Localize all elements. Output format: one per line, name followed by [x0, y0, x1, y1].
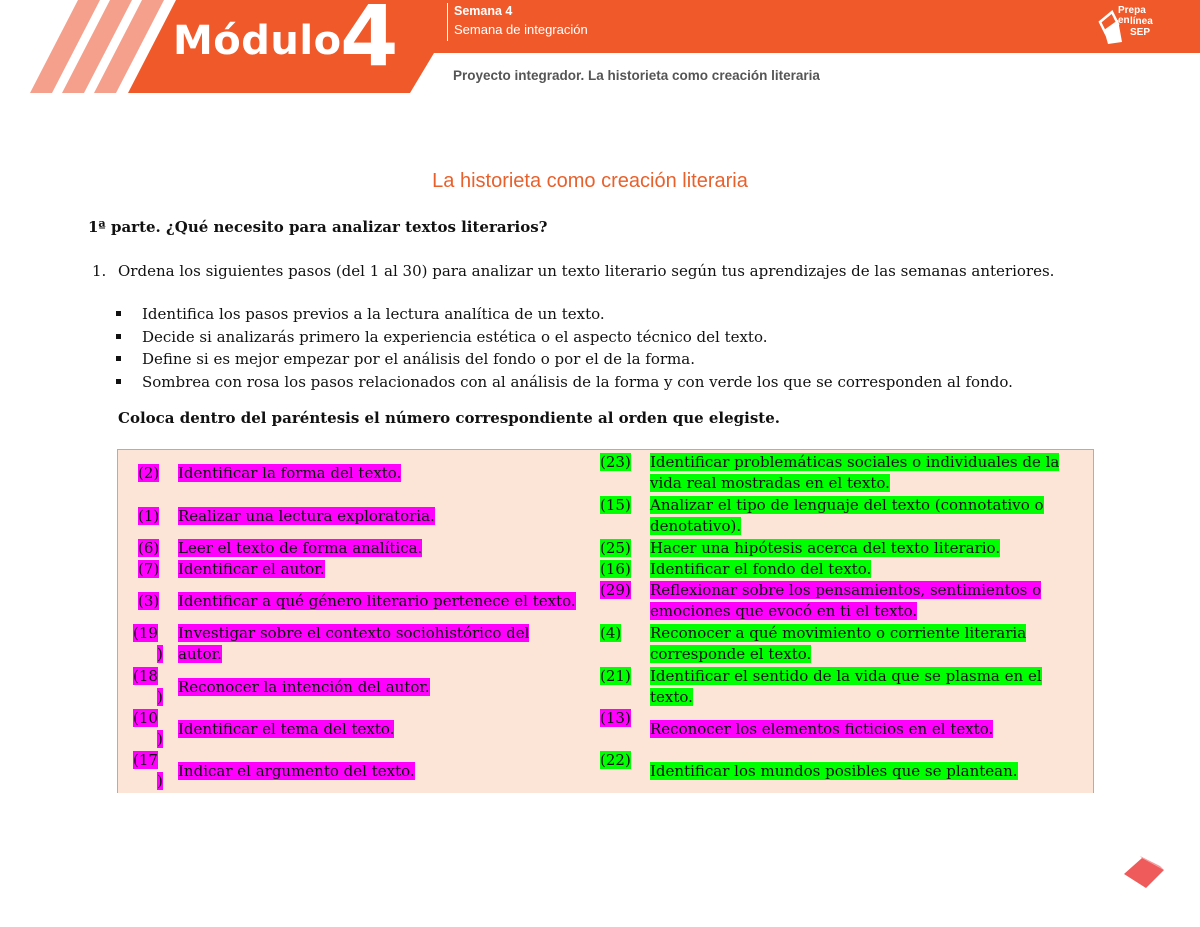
project-title: Proyecto integrador. La historieta como creación literaria: [453, 68, 820, 83]
step-number: (21): [600, 667, 631, 685]
step-text: Realizar una lectura exploratoria.: [178, 507, 435, 525]
step-number: (16): [600, 560, 631, 578]
step-text: Reflexionar sobre los pensamientos, sentimientos o emociones que evocó en ti el texto.: [650, 581, 1042, 620]
step-number: (7): [138, 560, 160, 578]
order-instruction: Coloca dentro del paréntesis el número correspondiente al orden que elegiste.: [118, 409, 780, 427]
instruction-number: 1.: [92, 262, 107, 280]
week-label: Semana 4: [454, 4, 513, 18]
step-number: (18 ): [133, 667, 163, 706]
step-text: Analizar el tipo de lenguaje del texto (connotativo o denotativo).: [650, 496, 1044, 535]
bullet-item: [116, 348, 1013, 371]
step-number: (4): [600, 624, 622, 642]
step-number: (1): [138, 507, 160, 525]
step-number: (10 ): [133, 709, 163, 748]
step-text: Reconocer la intención del autor.: [178, 678, 430, 696]
step-text: Identificar el tema del texto.: [178, 720, 395, 738]
module-number: 4: [340, 0, 399, 85]
decorative-diamond-icon: [1122, 856, 1166, 890]
bullet-item: [116, 371, 1013, 394]
instruction-text: Ordena los siguientes pasos (del 1 al 30) para analizar un texto literario según tus aprendizajes de las semanas anteriores.: [118, 262, 1055, 280]
step-number: (17 ): [133, 751, 163, 790]
step-text: Identificar problemáticas sociales o individuales de la vida real mostradas en el texto.: [650, 453, 1060, 492]
step-text: Identificar los mundos posibles que se plantean.: [650, 762, 1018, 780]
bullet-text: Decide si analizarás primero la experiencia estética o el aspecto técnico del texto.: [142, 327, 768, 346]
step-number: (22): [600, 751, 631, 769]
step-text: Reconocer los elementos ficticios en el texto.: [650, 720, 994, 738]
bullet-text: Define si es mejor empezar por el análisis del fondo o por el de la forma.: [142, 350, 695, 368]
step-text: Identificar a qué género literario pertenece el texto.: [178, 592, 576, 610]
header-divider: [447, 3, 448, 41]
bullet-square-icon: [116, 311, 121, 316]
step-number: (19 ): [133, 624, 163, 663]
steps-table: [117, 449, 1094, 793]
step-text: Identificar el sentido de la vida que se plasma en el texto.: [650, 667, 1042, 706]
bullet-square-icon: [116, 356, 121, 361]
module-word: Módulo: [173, 18, 342, 64]
instruction: [92, 262, 1054, 280]
header-banner: [0, 0, 1200, 95]
step-text: Hacer una hipótesis acerca del texto literario.: [650, 539, 1001, 557]
step-text: Leer el texto de forma analítica.: [178, 539, 423, 557]
prepa-en-linea-logo: [1096, 4, 1156, 48]
part-title: 1ª parte. ¿Qué necesito para analizar textos literarios?: [88, 218, 548, 236]
step-number: (3): [138, 592, 160, 610]
logo-text-line: Prepa en: [1118, 5, 1146, 26]
logo-text-line: línea: [1130, 16, 1153, 27]
bullet-text: Sombrea con rosa los pasos relacionados con al análisis de la forma y con verde los que se corresponden al fondo.: [142, 372, 1013, 391]
bullet-item: [116, 326, 1013, 349]
step-number: (29): [600, 581, 631, 599]
step-text: Reconocer a qué movimiento o corriente literaria corresponde el texto.: [650, 624, 1027, 663]
bullet-item: [116, 303, 1013, 326]
logo-text-line: SEP: [1130, 27, 1151, 38]
document-title: La historieta como creación literaria: [432, 170, 748, 192]
step-text: Identificar la forma del texto.: [178, 464, 402, 482]
step-number: (25): [600, 539, 631, 557]
week-subtitle: Semana de integración: [454, 22, 588, 37]
step-number: (2): [138, 464, 160, 482]
step-text: Investigar sobre el contexto sociohistórico del autor.: [178, 624, 530, 663]
step-text: Identificar el autor.: [178, 560, 325, 578]
step-number: (6): [138, 539, 160, 557]
step-number: (23): [600, 453, 631, 471]
bullet-square-icon: [116, 334, 121, 339]
bullet-list: [116, 303, 1013, 393]
step-text: Identificar el fondo del texto.: [650, 560, 872, 578]
bullet-text: Identifica los pasos previos a la lectura analítica de un texto.: [142, 305, 605, 323]
step-number: (13): [600, 709, 631, 727]
step-text: Indicar el argumento del texto.: [178, 762, 415, 780]
step-number: (15): [600, 496, 631, 514]
bullet-square-icon: [116, 379, 121, 384]
